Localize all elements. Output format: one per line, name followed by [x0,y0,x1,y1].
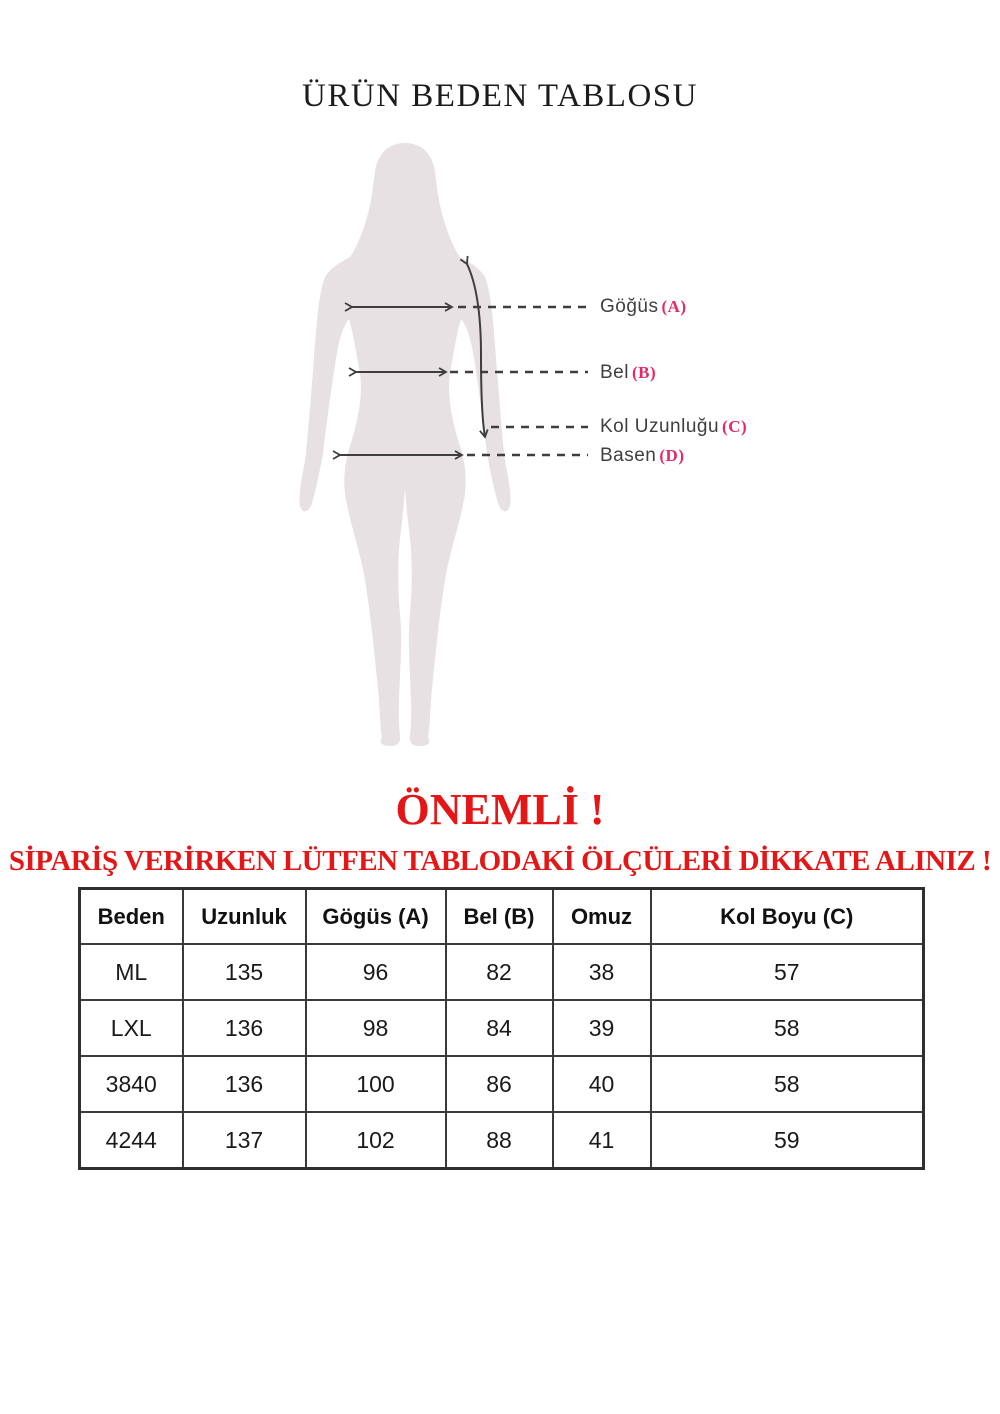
size-col-header: Kol Boyu (C) [651,889,924,945]
measurement-label-basen [600,445,684,467]
size-table-row [80,944,924,1000]
size-cell: 41 [553,1112,651,1169]
body-silhouette-icon [299,143,510,746]
size-cell: 137 [183,1112,306,1169]
size-cell: 136 [183,1000,306,1056]
size-cell: ML [80,944,183,1000]
measurement-label-gogus [600,296,687,318]
measurement-letter: (B) [631,363,657,382]
measurement-letter: (D) [659,446,685,465]
measurement-label-text: Kol Uzunluğu [600,416,720,437]
size-cell: 96 [306,944,446,1000]
measurement-label-text: Bel [600,362,629,383]
size-table [78,887,925,1170]
measurement-letter: (C) [722,417,748,436]
size-col-header: Omuz [553,889,651,945]
warning-heading: ÖNEMLİ ! [395,785,605,834]
size-table-row [80,1056,924,1112]
size-cell: 100 [306,1056,446,1112]
size-cell: 86 [446,1056,553,1112]
size-cell: 102 [306,1112,446,1169]
size-table-row [80,1000,924,1056]
size-cell: 82 [446,944,553,1000]
page-title: ÜRÜN BEDEN TABLOSU [302,78,698,114]
measurement-label-bel [600,362,656,384]
size-cell: 136 [183,1056,306,1112]
size-cell: 39 [553,1000,651,1056]
size-col-header: Uzunluk [183,889,306,945]
size-cell: 4244 [80,1112,183,1169]
size-col-header: Beden [80,889,183,945]
measurement-letter: (A) [661,297,687,316]
size-cell: 135 [183,944,306,1000]
size-cell: 59 [651,1112,924,1169]
warning-message: SİPARİŞ VERİRKEN LÜTFEN TABLODAKİ ÖLÇÜLERİ DİKKATE ALINIZ ! [8,845,992,877]
measurement-label-text: Göğüs [600,296,659,317]
size-cell: 3840 [80,1056,183,1112]
measurement-label-text: Basen [600,445,657,466]
size-cell: 38 [553,944,651,1000]
size-col-header: Gögüs (A) [306,889,446,945]
size-col-header: Bel (B) [446,889,553,945]
size-cell: 88 [446,1112,553,1169]
size-cell: 58 [651,1000,924,1056]
size-table-header-row [80,889,924,945]
size-cell: 84 [446,1000,553,1056]
size-cell: 98 [306,1000,446,1056]
size-cell: 58 [651,1056,924,1112]
measurement-label-kol-uzunlugu [600,416,747,438]
size-table-row [80,1112,924,1169]
size-cell: 40 [553,1056,651,1112]
size-cell: LXL [80,1000,183,1056]
size-cell: 57 [651,944,924,1000]
